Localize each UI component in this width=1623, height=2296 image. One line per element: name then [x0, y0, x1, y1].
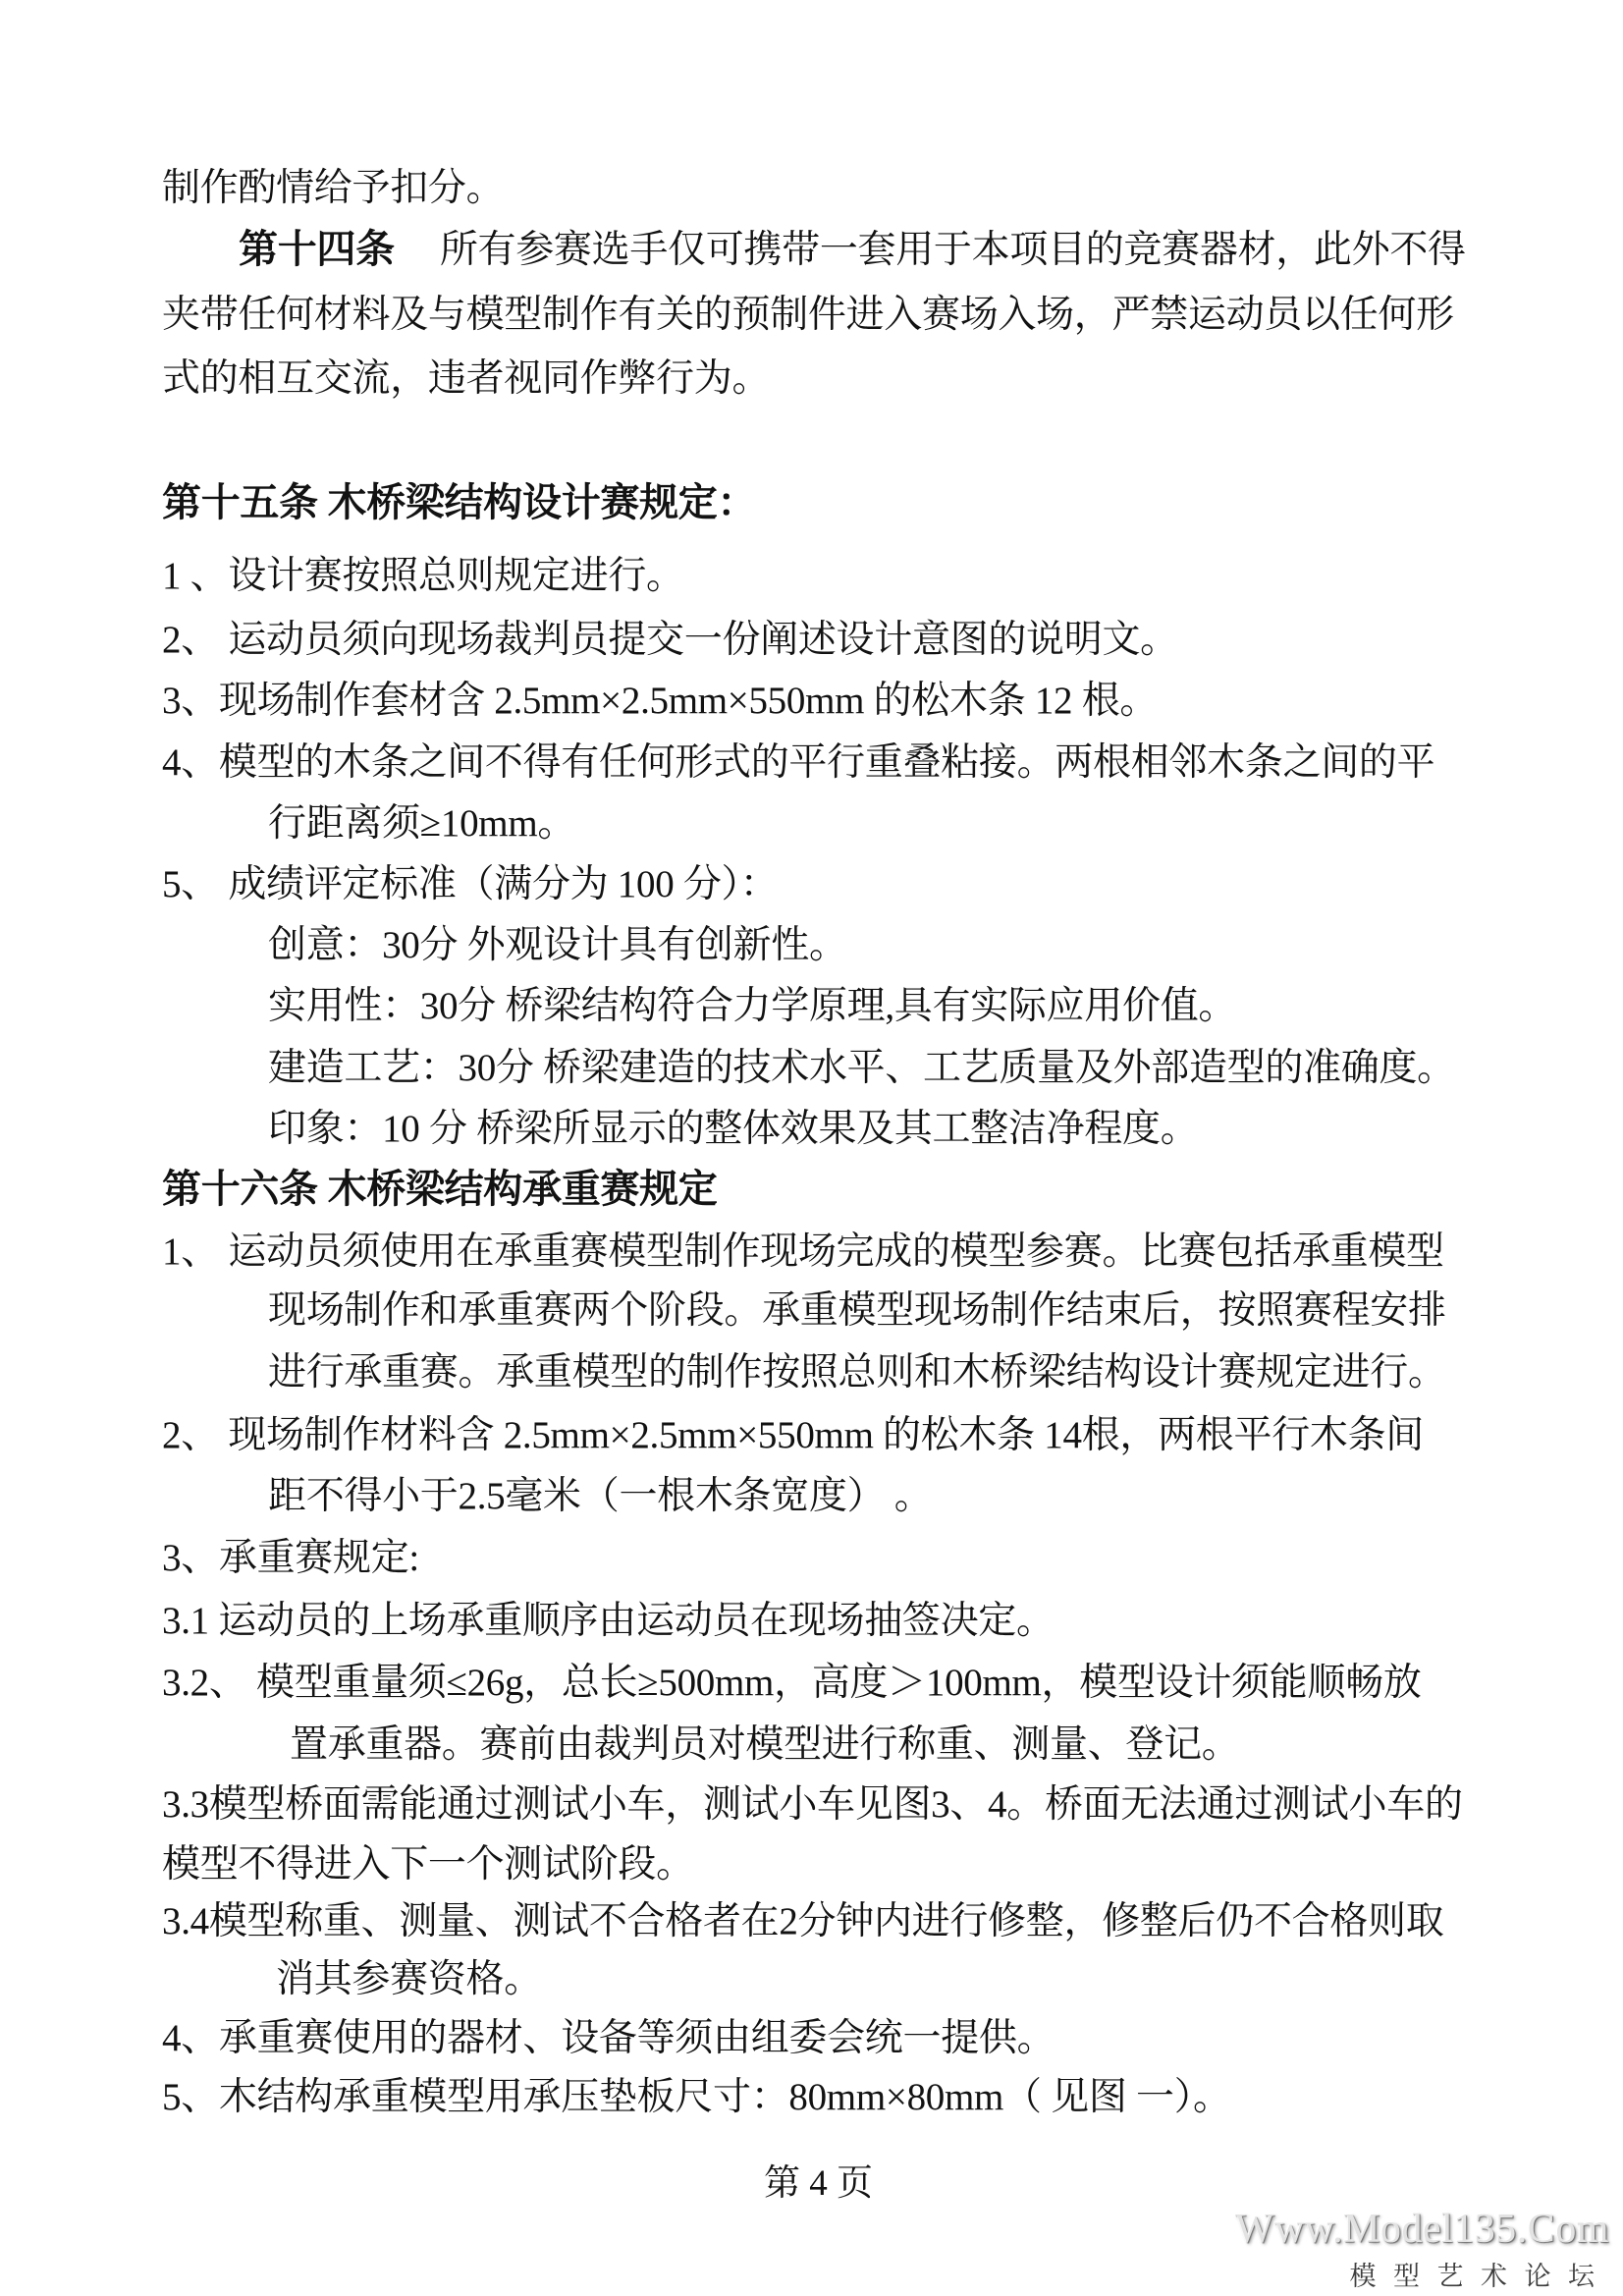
article15-item-1: 1 、设计赛按照总则规定进行。	[162, 555, 684, 597]
intro-continuation-line: 制作酌情给予扣分。	[162, 167, 505, 209]
article14-line1: 所有参赛选手仅可携带一套用于本项目的竞赛器材，此外不得	[439, 229, 1466, 271]
watermark-forum-name: 模 型 艺 术 论 坛	[1349, 2262, 1599, 2291]
article16-item-1-continuation-1: 现场制作和承重赛两个阶段。承重模型现场制作结束后，按照赛程安排	[268, 1289, 1446, 1332]
article16-item-2-continuation: 距不得小于2.5毫米（一根木条宽度） 。	[268, 1475, 933, 1517]
article16-item-3: 3、承重赛规定:	[162, 1537, 419, 1579]
article15-item-2: 2、 运动员须向现场裁判员提交一份阐述设计意图的说明文。	[162, 619, 1178, 661]
article16-item-3-4: 3.4模型称重、测量、测试不合格者在2分钟内进行修整，修整后仍不合格则取	[162, 1900, 1444, 1942]
article14-line2: 夹带任何材料及与模型制作有关的预制件进入赛场入场，严禁运动员以任何形	[162, 294, 1454, 336]
article16-heading: 第十六条 木桥梁结构承重赛规定	[162, 1167, 718, 1211]
watermark-site-text: Www.Model135.Com	[1235, 2207, 1609, 2252]
article16-item-3-1: 3.1 运动员的上场承重顺序由运动员在现场抽签决定。	[162, 1600, 1055, 1642]
article14-first-line	[239, 226, 1466, 274]
article15-item-4-continuation: 行距离须≥10mm。	[268, 802, 576, 845]
article15-score-practicality: 实用性：30分 桥梁结构符合力学原理,具有实际应用价值。	[268, 985, 1237, 1027]
article16-item-3-3: 3.3模型桥面需能通过测试小车，测试小车见图3、4。桥面无法通过测试小车的	[162, 1783, 1463, 1826]
article16-item-4: 4、承重赛使用的器材、设备等须由组委会统一提供。	[162, 2017, 1055, 2059]
article15-item-3: 3、现场制作套材含 2.5mm×2.5mm×550mm 的松木条 12 根。	[162, 680, 1159, 722]
article16-item-5: 5、木结构承重模型用承压垫板尺寸：80mm×80mm（ 见图 一）。	[162, 2076, 1231, 2118]
article16-item-1-continuation-2: 进行承重赛。承重模型的制作按照总则和木桥梁结构设计赛规定进行。	[268, 1351, 1446, 1394]
article14-title: 第十四条	[239, 227, 395, 271]
article16-item-1: 1、 运动员须使用在承重赛模型制作现场完成的模型参赛。比赛包括承重模型	[162, 1230, 1444, 1273]
page-number: 第 4 页	[764, 2163, 873, 2204]
article15-score-craftsmanship: 建造工艺：30分 桥梁建造的技术水平、工艺质量及外部造型的准确度。	[268, 1047, 1455, 1089]
article15-item-5: 5、 成绩评定标准（满分为 100 分）：	[162, 863, 779, 905]
article15-heading: 第十五条 木桥梁结构设计赛规定：	[162, 480, 757, 524]
article14-line3: 式的相互交流，违者视同作弊行为。	[162, 357, 771, 400]
article16-item-3-4-continuation: 消其参赛资格。	[276, 1958, 542, 2000]
article15-score-creativity: 创意：30分 外观设计具有创新性。	[268, 924, 847, 966]
article16-item-2: 2、 现场制作材料含 2.5mm×2.5mm×550mm 的松木条 14根，两根平行木条间	[162, 1414, 1425, 1456]
article16-item-3-3-continuation: 模型不得进入下一个测试阶段。	[162, 1843, 694, 1886]
article16-item-3-2-continuation: 置承重器。赛前由裁判员对模型进行称重、测量、登记。	[290, 1723, 1240, 1766]
article15-score-impression: 印象：10 分 桥梁所显示的整体效果及其工整洁净程度。	[268, 1108, 1199, 1150]
article15-item-4: 4、模型的木条之间不得有任何形式的平行重叠粘接。两根相邻木条之间的平	[162, 741, 1435, 784]
article16-item-3-2: 3.2、 模型重量须≤26g，总长≥500mm，高度＞100mm，模型设计须能顺畅放	[162, 1662, 1422, 1704]
